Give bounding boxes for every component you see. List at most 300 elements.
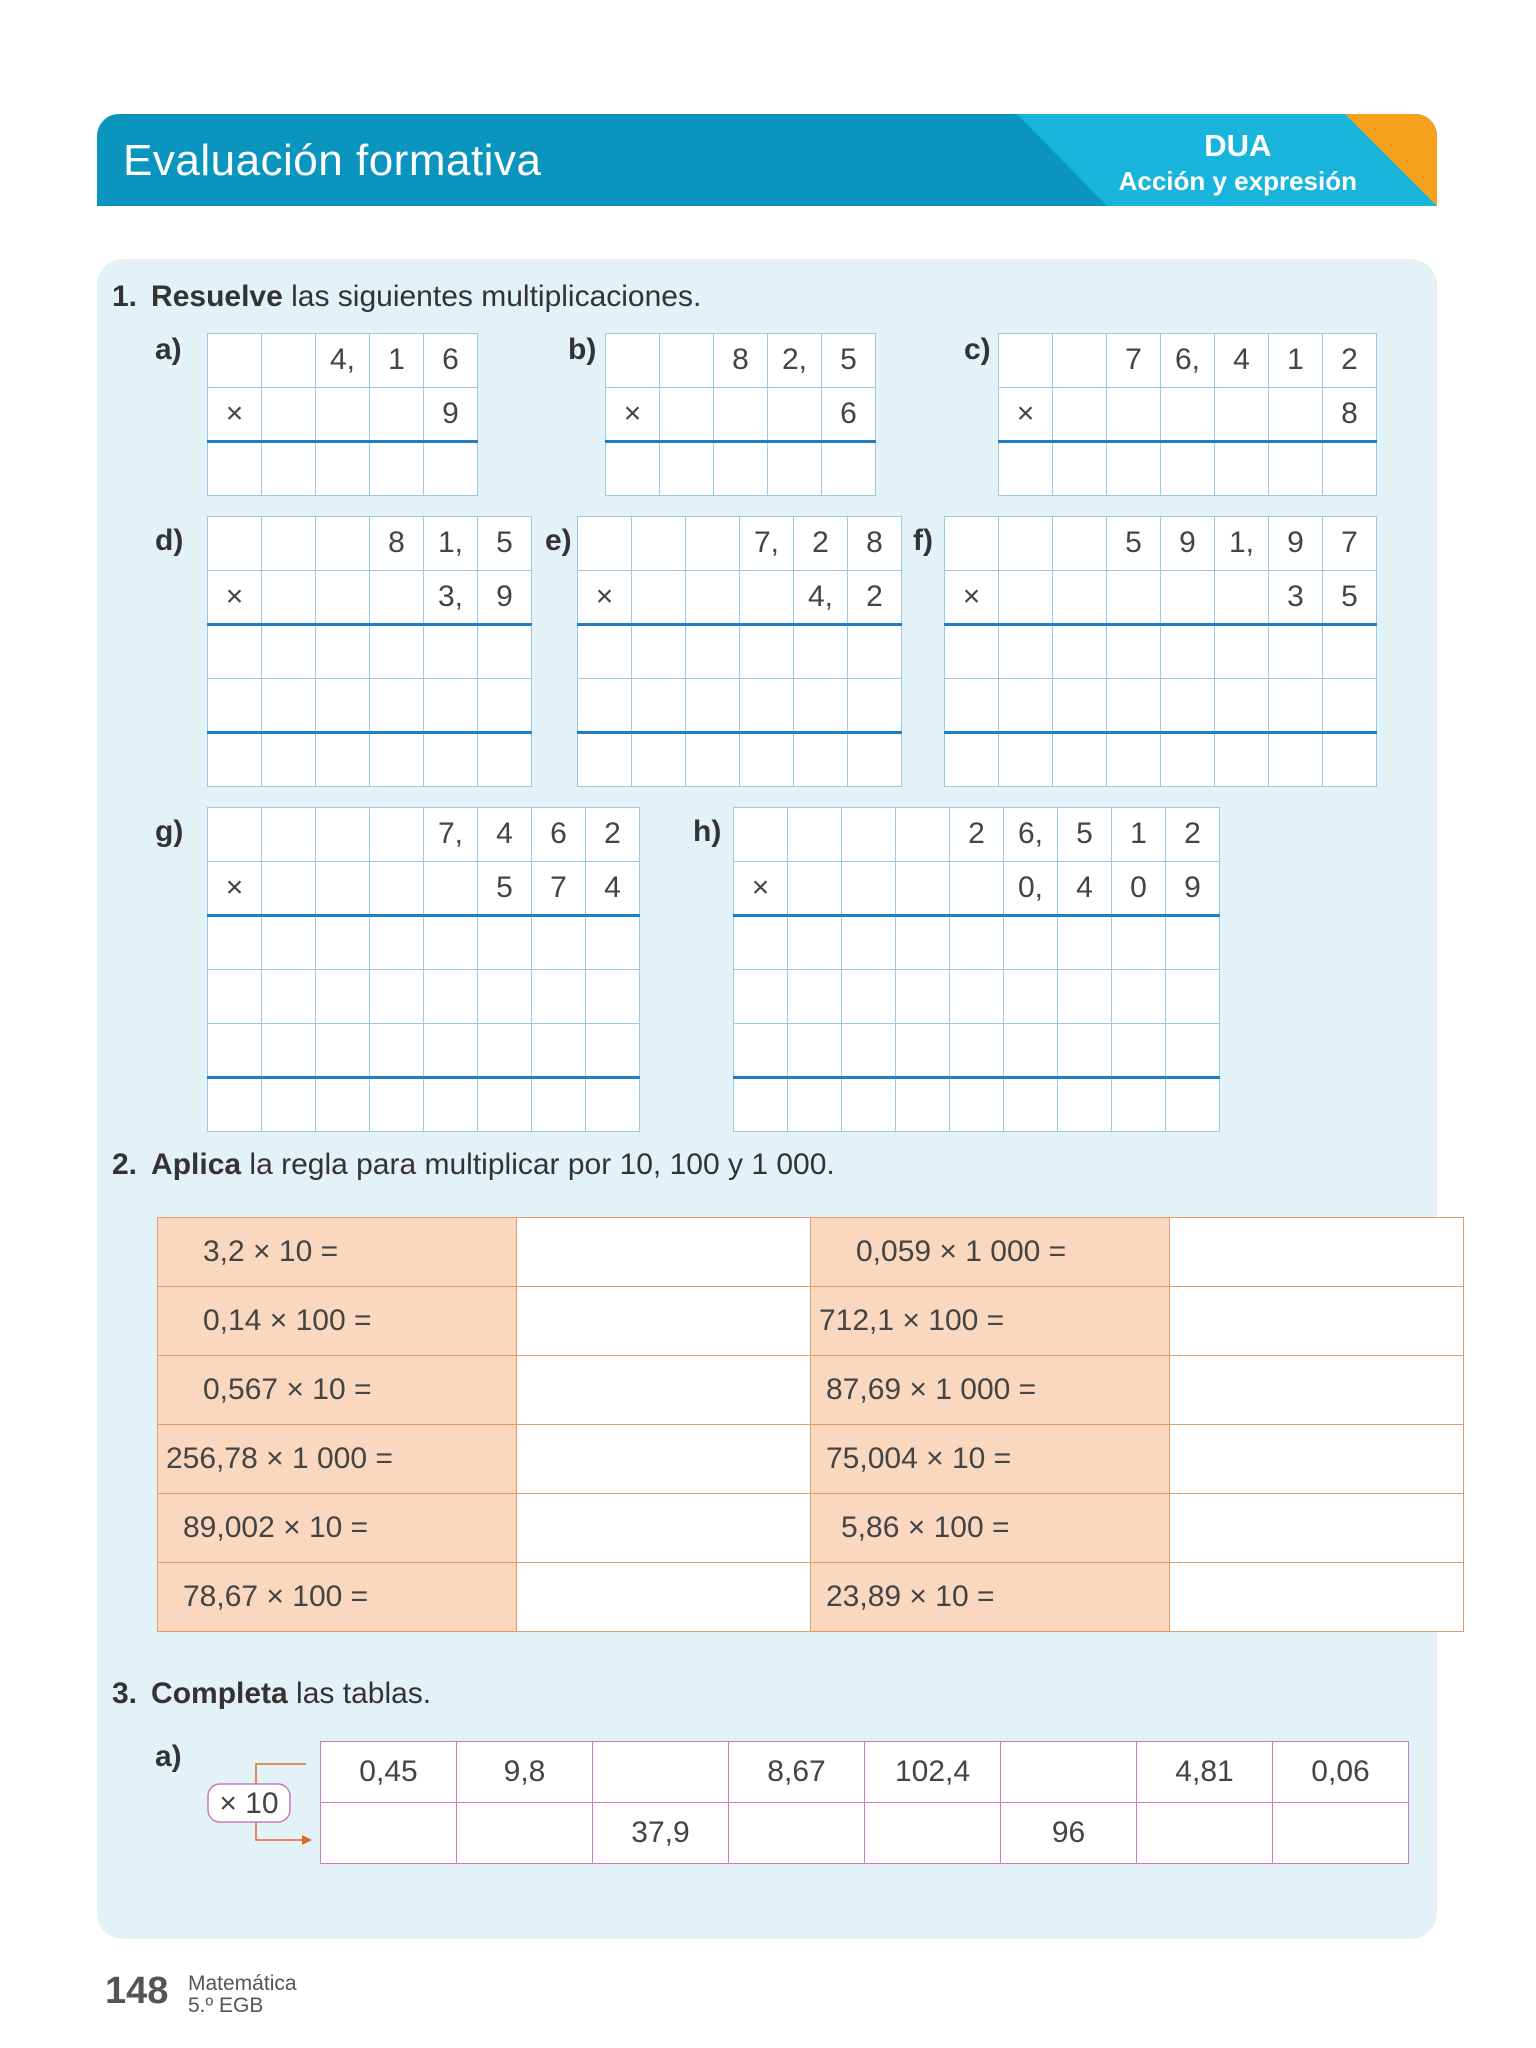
answer-cell[interactable] — [208, 970, 262, 1024]
digit-cell — [842, 808, 896, 862]
answer-cell[interactable] — [848, 733, 902, 787]
digit-cell: 4 — [1215, 334, 1269, 388]
digit-cell — [1269, 388, 1323, 442]
expression-cell: 78,67 × 100 = — [158, 1563, 517, 1632]
answer-cell[interactable] — [517, 1287, 811, 1356]
digit-cell: 1, — [1215, 517, 1269, 571]
times-sign: × — [945, 571, 999, 625]
answer-cell[interactable] — [734, 1078, 788, 1132]
digit-cell — [788, 862, 842, 916]
digit-cell: 8 — [848, 517, 902, 571]
answer-cell[interactable] — [950, 1024, 1004, 1078]
answer-cell[interactable] — [1166, 1024, 1220, 1078]
answer-cell[interactable] — [788, 1024, 842, 1078]
answer-cell[interactable] — [578, 733, 632, 787]
answer-cell[interactable] — [517, 1425, 811, 1494]
answer-cell[interactable] — [896, 916, 950, 970]
sum-line — [207, 1076, 640, 1079]
digit-cell — [262, 862, 316, 916]
dua-title: DUA — [1204, 128, 1272, 163]
answer-cell[interactable] — [1323, 679, 1377, 733]
times-sign: × — [999, 388, 1053, 442]
digit-cell: 9 — [1166, 862, 1220, 916]
digit-cell: 8 — [1323, 388, 1377, 442]
answer-cell[interactable] — [424, 679, 478, 733]
digit-cell: 9 — [478, 571, 532, 625]
answer-cell[interactable] — [1112, 1078, 1166, 1132]
answer-cell[interactable] — [714, 442, 768, 496]
answer-cell[interactable] — [1269, 679, 1323, 733]
answer-cell[interactable] — [1170, 1494, 1464, 1563]
answer-cell[interactable] — [842, 970, 896, 1024]
answer-cell[interactable] — [316, 679, 370, 733]
answer-cell[interactable] — [208, 1078, 262, 1132]
answer-cell[interactable] — [370, 916, 424, 970]
digit-cell — [316, 808, 370, 862]
rule-row — [158, 1494, 1464, 1563]
digit-cell — [424, 862, 478, 916]
expression-cell: 712,1 × 100 = — [811, 1287, 1170, 1356]
answer-cell[interactable] — [370, 1078, 424, 1132]
digit-cell — [768, 388, 822, 442]
digit-cell — [316, 571, 370, 625]
digit-cell — [262, 808, 316, 862]
answer-cell[interactable] — [578, 625, 632, 679]
answer-cell[interactable] — [842, 1078, 896, 1132]
sum-line — [577, 731, 902, 734]
answer-cell[interactable] — [1112, 916, 1166, 970]
question-3 — [112, 1677, 431, 1711]
digit-cell: 1 — [1269, 334, 1323, 388]
answer-cell[interactable] — [1215, 625, 1269, 679]
dua-subtitle: Acción y expresión — [1118, 166, 1357, 196]
input-value-cell[interactable] — [593, 1742, 729, 1803]
answer-cell[interactable] — [740, 733, 794, 787]
digit-cell: 8 — [370, 517, 424, 571]
answer-cell[interactable] — [734, 970, 788, 1024]
digit-cell: 4 — [586, 862, 640, 916]
answer-cell[interactable] — [586, 916, 640, 970]
question-3-text: las tablas. — [287, 1677, 432, 1710]
problem-label: f) — [913, 524, 933, 557]
output-value-cell[interactable] — [1137, 1803, 1273, 1864]
digit-cell — [714, 388, 768, 442]
digit-cell: 2 — [1166, 808, 1220, 862]
answer-cell[interactable] — [370, 1024, 424, 1078]
answer-cell[interactable] — [478, 625, 532, 679]
sum-line — [207, 914, 640, 917]
problem-grid — [998, 333, 1377, 496]
answer-cell[interactable] — [208, 625, 262, 679]
answer-cell[interactable] — [660, 442, 714, 496]
rule-row — [158, 1425, 1464, 1494]
digit-cell — [370, 808, 424, 862]
answer-cell[interactable] — [586, 1024, 640, 1078]
output-value-cell[interactable] — [457, 1803, 593, 1864]
output-value-cell[interactable] — [729, 1803, 865, 1864]
answer-cell[interactable] — [1004, 1024, 1058, 1078]
problem-grid — [207, 333, 478, 496]
answer-cell[interactable] — [1053, 442, 1107, 496]
output-value-cell[interactable] — [321, 1803, 457, 1864]
answer-cell[interactable] — [1112, 970, 1166, 1024]
answer-cell[interactable] — [950, 970, 1004, 1024]
answer-cell[interactable] — [532, 970, 586, 1024]
answer-cell[interactable] — [1215, 679, 1269, 733]
input-value-cell[interactable] — [1001, 1742, 1137, 1803]
answer-cell[interactable] — [822, 442, 876, 496]
answer-cell[interactable] — [478, 970, 532, 1024]
answer-cell[interactable] — [632, 625, 686, 679]
digit-cell — [578, 517, 632, 571]
answer-cell[interactable] — [686, 679, 740, 733]
answer-cell[interactable] — [945, 625, 999, 679]
table-a-label: a) — [155, 1740, 182, 1773]
sum-line — [207, 440, 478, 443]
problem-grid — [207, 516, 532, 787]
digit-cell — [1053, 571, 1107, 625]
answer-cell[interactable] — [1170, 1563, 1464, 1632]
sum-line — [998, 440, 1377, 443]
digit-cell: 9 — [424, 388, 478, 442]
answer-cell[interactable] — [1107, 625, 1161, 679]
answer-cell[interactable] — [532, 1024, 586, 1078]
digit-cell: 2, — [768, 334, 822, 388]
answer-cell[interactable] — [1107, 679, 1161, 733]
digit-cell — [1053, 517, 1107, 571]
digit-cell — [316, 862, 370, 916]
answer-cell[interactable] — [1170, 1287, 1464, 1356]
answer-cell[interactable] — [262, 1024, 316, 1078]
input-value-cell: 8,67 — [729, 1742, 865, 1803]
answer-cell[interactable] — [794, 625, 848, 679]
digit-cell: 1 — [1112, 808, 1166, 862]
digit-cell: 2 — [950, 808, 1004, 862]
answer-cell[interactable] — [632, 679, 686, 733]
digit-cell — [686, 571, 740, 625]
sum-line — [944, 623, 1377, 626]
digit-cell — [660, 388, 714, 442]
question-2 — [112, 1148, 835, 1182]
answer-cell[interactable] — [734, 916, 788, 970]
answer-cell[interactable] — [208, 733, 262, 787]
digit-cell — [1215, 388, 1269, 442]
answer-cell[interactable] — [316, 916, 370, 970]
answer-cell[interactable] — [532, 916, 586, 970]
answer-cell[interactable] — [1166, 916, 1220, 970]
answer-cell[interactable] — [1058, 1024, 1112, 1078]
digit-cell — [1107, 571, 1161, 625]
digit-cell — [950, 862, 1004, 916]
digit-cell — [660, 334, 714, 388]
digit-cell: 7 — [1323, 517, 1377, 571]
answer-cell[interactable] — [999, 625, 1053, 679]
digit-cell: 5 — [478, 862, 532, 916]
answer-cell[interactable] — [848, 625, 902, 679]
answer-cell[interactable] — [478, 679, 532, 733]
answer-cell[interactable] — [1058, 916, 1112, 970]
times-sign: × — [208, 862, 262, 916]
answer-cell[interactable] — [424, 442, 478, 496]
digit-cell — [788, 808, 842, 862]
answer-cell[interactable] — [686, 625, 740, 679]
answer-cell[interactable] — [586, 1078, 640, 1132]
dua-badge — [1119, 128, 1357, 197]
footer-grade: 5.º EGB — [188, 1994, 264, 2017]
answer-cell[interactable] — [208, 916, 262, 970]
answer-cell[interactable] — [424, 733, 478, 787]
answer-cell[interactable] — [1004, 970, 1058, 1024]
output-value-cell[interactable] — [865, 1803, 1001, 1864]
answer-cell[interactable] — [370, 625, 424, 679]
answer-cell[interactable] — [370, 679, 424, 733]
answer-cell[interactable] — [1215, 442, 1269, 496]
answer-cell[interactable] — [1323, 442, 1377, 496]
digit-cell: 4 — [478, 808, 532, 862]
answer-cell[interactable] — [370, 442, 424, 496]
question-1-verb: Resuelve — [151, 280, 283, 313]
answer-cell[interactable] — [950, 916, 1004, 970]
answer-cell[interactable] — [842, 1024, 896, 1078]
answer-cell[interactable] — [999, 733, 1053, 787]
problem-label: d) — [155, 524, 184, 557]
answer-cell[interactable] — [794, 679, 848, 733]
answer-cell[interactable] — [848, 679, 902, 733]
answer-cell[interactable] — [478, 733, 532, 787]
answer-cell[interactable] — [478, 1078, 532, 1132]
answer-cell[interactable] — [896, 1024, 950, 1078]
answer-cell[interactable] — [478, 916, 532, 970]
answer-cell[interactable] — [578, 679, 632, 733]
times-sign: × — [208, 571, 262, 625]
answer-cell[interactable] — [1170, 1356, 1464, 1425]
sum-line — [944, 731, 1377, 734]
answer-cell[interactable] — [1161, 442, 1215, 496]
expression-cell: 0,059 × 1 000 = — [811, 1218, 1170, 1287]
problem-label: a) — [155, 333, 182, 366]
times-sign: × — [606, 388, 660, 442]
digit-cell — [1161, 571, 1215, 625]
question-2-verb: Aplica — [151, 1148, 242, 1181]
answer-cell[interactable] — [208, 679, 262, 733]
answer-cell[interactable] — [424, 625, 478, 679]
question-3-number: 3. — [112, 1677, 138, 1710]
digit-cell: 5 — [478, 517, 532, 571]
problem-label: c) — [964, 333, 991, 366]
digit-cell — [1215, 571, 1269, 625]
answer-cell[interactable] — [316, 733, 370, 787]
answer-cell[interactable] — [208, 442, 262, 496]
digit-cell: 8 — [714, 334, 768, 388]
expression-cell: 89,002 × 10 = — [158, 1494, 517, 1563]
sum-line — [207, 623, 532, 626]
digit-cell: 7 — [532, 862, 586, 916]
footer-subject — [188, 1973, 297, 2017]
expression-cell: 0,567 × 10 = — [158, 1356, 517, 1425]
answer-cell[interactable] — [999, 442, 1053, 496]
digit-cell: 2 — [586, 808, 640, 862]
digit-cell — [208, 808, 262, 862]
answer-cell[interactable] — [606, 442, 660, 496]
answer-cell[interactable] — [517, 1218, 811, 1287]
problem-grid — [577, 516, 902, 787]
digit-cell — [208, 334, 262, 388]
digit-cell: 4, — [316, 334, 370, 388]
digit-cell — [262, 388, 316, 442]
answer-cell[interactable] — [370, 733, 424, 787]
answer-cell[interactable] — [1053, 733, 1107, 787]
answer-cell[interactable] — [740, 625, 794, 679]
digit-cell: 2 — [1323, 334, 1377, 388]
input-value-cell: 9,8 — [457, 1742, 593, 1803]
digit-cell — [896, 808, 950, 862]
answer-cell[interactable] — [1215, 733, 1269, 787]
answer-cell[interactable] — [262, 625, 316, 679]
question-1-number: 1. — [112, 280, 138, 313]
answer-cell[interactable] — [945, 679, 999, 733]
expression-cell: 0,14 × 100 = — [158, 1287, 517, 1356]
answer-cell[interactable] — [1058, 970, 1112, 1024]
answer-cell[interactable] — [788, 1078, 842, 1132]
answer-cell[interactable] — [686, 733, 740, 787]
answer-cell[interactable] — [1107, 733, 1161, 787]
digit-cell: 3, — [424, 571, 478, 625]
answer-cell[interactable] — [424, 1024, 478, 1078]
answer-cell[interactable] — [517, 1563, 811, 1632]
answer-cell[interactable] — [208, 1024, 262, 1078]
answer-cell[interactable] — [734, 1024, 788, 1078]
digit-cell: 5 — [1323, 571, 1377, 625]
question-1 — [112, 280, 701, 314]
digit-cell — [740, 571, 794, 625]
answer-cell[interactable] — [842, 916, 896, 970]
answer-cell[interactable] — [896, 970, 950, 1024]
digit-cell: 7 — [1107, 334, 1161, 388]
problem-label: e) — [545, 524, 572, 557]
digit-cell — [734, 808, 788, 862]
answer-cell[interactable] — [1161, 679, 1215, 733]
answer-cell[interactable] — [740, 679, 794, 733]
question-1-text: las siguientes multiplicaciones. — [282, 280, 702, 313]
answer-cell[interactable] — [262, 442, 316, 496]
answer-cell[interactable] — [316, 1078, 370, 1132]
answer-cell[interactable] — [896, 1078, 950, 1132]
digit-cell — [945, 517, 999, 571]
answer-cell[interactable] — [1323, 733, 1377, 787]
answer-cell[interactable] — [632, 733, 686, 787]
answer-cell[interactable] — [1053, 679, 1107, 733]
answer-cell[interactable] — [1053, 625, 1107, 679]
answer-cell[interactable] — [316, 442, 370, 496]
digit-cell — [999, 571, 1053, 625]
answer-cell[interactable] — [788, 916, 842, 970]
digit-cell — [370, 571, 424, 625]
answer-cell[interactable] — [945, 733, 999, 787]
answer-cell[interactable] — [1004, 1078, 1058, 1132]
answer-cell[interactable] — [950, 1078, 1004, 1132]
answer-cell[interactable] — [1058, 1078, 1112, 1132]
page-number: 148 — [105, 1970, 169, 2012]
answer-cell[interactable] — [262, 970, 316, 1024]
complete-table-a — [320, 1741, 1409, 1864]
digit-cell: 6, — [1004, 808, 1058, 862]
answer-cell[interactable] — [262, 679, 316, 733]
answer-cell[interactable] — [262, 733, 316, 787]
digit-cell — [999, 517, 1053, 571]
digit-cell: 9 — [1161, 517, 1215, 571]
rule-row — [158, 1218, 1464, 1287]
digit-cell: 5 — [1058, 808, 1112, 862]
digit-cell: 4 — [1058, 862, 1112, 916]
answer-cell[interactable] — [1170, 1425, 1464, 1494]
answer-cell[interactable] — [316, 970, 370, 1024]
answer-cell[interactable] — [478, 1024, 532, 1078]
answer-cell[interactable] — [768, 442, 822, 496]
times-ten-operator: × 10 — [219, 1787, 279, 1820]
answer-cell[interactable] — [1269, 733, 1323, 787]
answer-cell[interactable] — [1161, 733, 1215, 787]
answer-cell[interactable] — [424, 916, 478, 970]
expression-cell: 5,86 × 100 = — [811, 1494, 1170, 1563]
times-sign: × — [578, 571, 632, 625]
problem-grid — [207, 807, 640, 1132]
answer-cell[interactable] — [586, 970, 640, 1024]
answer-cell[interactable] — [262, 916, 316, 970]
times-sign: × — [734, 862, 788, 916]
answer-cell[interactable] — [424, 1078, 478, 1132]
problem-label: b) — [568, 333, 597, 366]
problem-grid — [944, 516, 1377, 787]
page-title: Evaluación formativa — [123, 136, 542, 185]
answer-cell[interactable] — [1112, 1024, 1166, 1078]
answer-cell[interactable] — [1269, 625, 1323, 679]
answer-cell[interactable] — [517, 1494, 811, 1563]
answer-cell[interactable] — [262, 1078, 316, 1132]
answer-cell[interactable] — [316, 625, 370, 679]
question-3-verb: Completa — [151, 1677, 288, 1710]
answer-cell[interactable] — [794, 733, 848, 787]
answer-cell[interactable] — [1166, 1078, 1220, 1132]
digit-cell: 3 — [1269, 571, 1323, 625]
answer-cell[interactable] — [788, 970, 842, 1024]
question-2-text: la regla para multiplicar por 10, 100 y 1 000. — [241, 1148, 835, 1181]
rule-row — [158, 1563, 1464, 1632]
digit-cell — [999, 334, 1053, 388]
input-value-cell: 0,45 — [321, 1742, 457, 1803]
answer-cell[interactable] — [316, 1024, 370, 1078]
answer-cell[interactable] — [1004, 916, 1058, 970]
answer-cell[interactable] — [1323, 625, 1377, 679]
digit-cell — [1161, 388, 1215, 442]
digit-cell: 0 — [1112, 862, 1166, 916]
answer-cell[interactable] — [1269, 442, 1323, 496]
answer-cell[interactable] — [1170, 1218, 1464, 1287]
answer-cell[interactable] — [1166, 970, 1220, 1024]
answer-cell[interactable] — [1161, 625, 1215, 679]
answer-cell[interactable] — [532, 1078, 586, 1132]
expression-cell: 256,78 × 1 000 = — [158, 1425, 517, 1494]
answer-cell[interactable] — [1107, 442, 1161, 496]
answer-cell[interactable] — [370, 970, 424, 1024]
answer-cell[interactable] — [999, 679, 1053, 733]
digit-cell — [1053, 334, 1107, 388]
answer-cell[interactable] — [424, 970, 478, 1024]
output-value-cell[interactable] — [1273, 1803, 1409, 1864]
problem-grid — [733, 807, 1220, 1132]
answer-cell[interactable] — [517, 1356, 811, 1425]
rule-row — [158, 1356, 1464, 1425]
digit-cell: 2 — [848, 571, 902, 625]
